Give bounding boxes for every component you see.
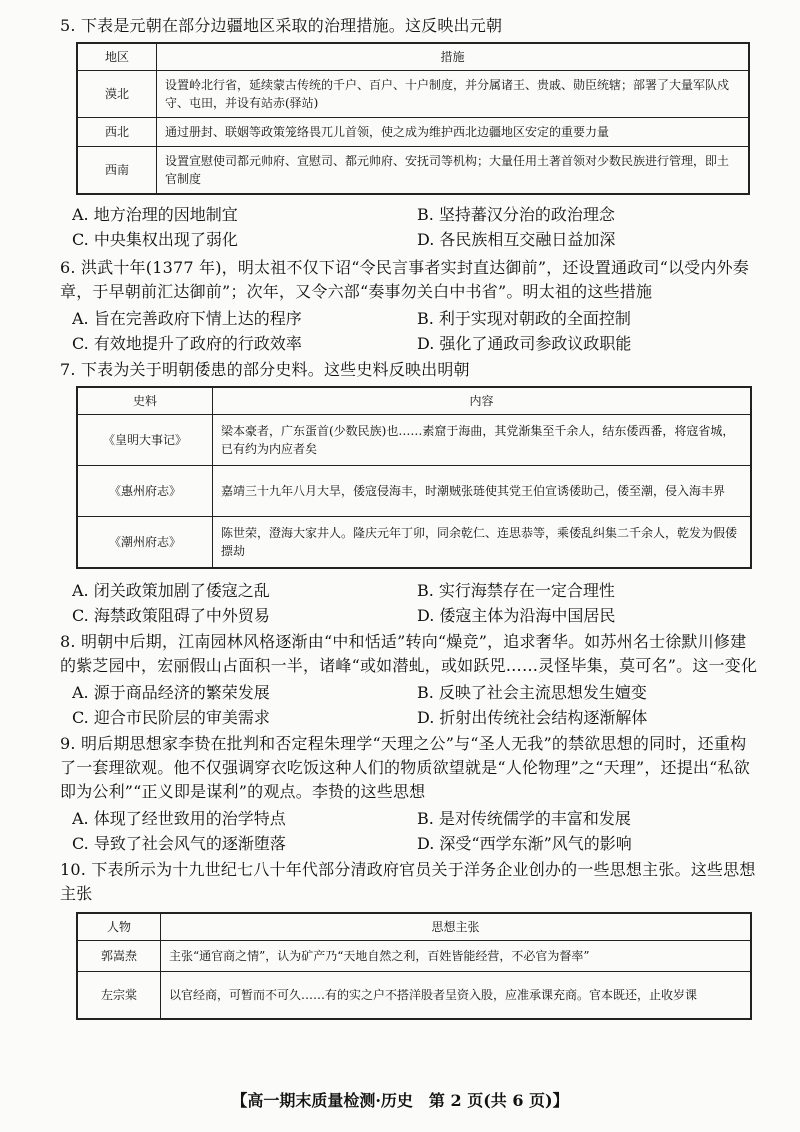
q10-row-2-person: 左宗棠 — [77, 972, 161, 1020]
q5-row-2-measure: 通过册封、联姻等政策笼络畏兀儿首领，使之成为维护西北边疆地区安定的重要力量 — [157, 118, 750, 147]
q7-option-d[interactable]: D. 倭寇主体为沿海中国居民 — [417, 606, 616, 625]
q6-option-a[interactable]: A. 旨在完善政府下情上达的程序 — [72, 309, 302, 328]
question-10 — [60, 858, 760, 906]
question-7 — [60, 358, 760, 382]
q8-option-d[interactable]: D. 折射出传统社会结构逐渐解体 — [417, 708, 648, 727]
q9-option-d[interactable]: D. 深受“西学东渐”风气的影响 — [417, 834, 632, 853]
q7-options — [72, 578, 762, 628]
q5-row-1-region: 漠北 — [77, 71, 157, 118]
q7-row-2-content: 嘉靖三十九年八月大旱，倭寇侵海丰，时潮贼张琏使其党王伯宣诱倭助己，倭至潮，侵入海丰界 — [213, 466, 752, 517]
q5-option-d[interactable]: D. 各民族相互交融日益加深 — [417, 230, 616, 249]
q5-row-3-region: 西南 — [77, 147, 157, 195]
q6-option-b[interactable]: B. 利于实现对朝政的全面控制 — [417, 309, 631, 328]
q10-table-header-view: 思想主张 — [161, 913, 752, 941]
q7-table-header-source: 史料 — [77, 387, 213, 415]
q9-option-b[interactable]: B. 是对传统儒学的丰富和发展 — [417, 809, 631, 828]
q9-option-a[interactable]: A. 体现了经世致用的治学特点 — [72, 809, 286, 828]
q5-option-a[interactable]: A. 地方治理的因地制宜 — [72, 205, 238, 224]
q5-row-1-measure: 设置岭北行省，延续蒙古传统的千户、百户、十户制度，并分属诸王、贵戚、勋臣统辖；部署了大量军队戍守、屯田，并设有站赤(驿站) — [157, 71, 750, 118]
q10-table-header-person: 人物 — [77, 913, 161, 941]
q7-option-b[interactable]: B. 实行海禁存在一定合理性 — [417, 581, 615, 600]
question-5 — [60, 14, 760, 38]
q10-table — [76, 912, 752, 1020]
q9-option-c[interactable]: C. 导致了社会风气的逐渐堕落 — [72, 834, 286, 853]
q5-option-b[interactable]: B. 坚持蕃汉分治的政治理念 — [417, 205, 615, 224]
q7-row-3-source: 《潮州府志》 — [77, 517, 213, 569]
q5-table-header-region: 地区 — [77, 43, 157, 71]
question-9 — [60, 732, 760, 804]
q5-option-c[interactable]: C. 中央集权出现了弱化 — [72, 230, 238, 249]
q10-row-1-view: 主张“通官商之情”，认为矿产乃“天地自然之利，百姓皆能经营，不必官为督率” — [161, 941, 752, 972]
q9-options — [72, 806, 762, 856]
q8-option-c[interactable]: C. 迎合市民阶层的审美需求 — [72, 708, 270, 727]
q8-option-b[interactable]: B. 反映了社会主流思想发生嬗变 — [417, 683, 647, 702]
q5-table-header-measure: 措施 — [157, 43, 750, 71]
q7-option-c[interactable]: C. 海禁政策阻碍了中外贸易 — [72, 606, 270, 625]
question-8 — [60, 630, 760, 678]
question-6-stem: 6. 洪武十年(1377 年)，明太祖不仅下诏“令民言事者实封直达御前”，还设置通政司“以受内外奏章，于早朝前汇达御前”；次年，又令六部“奏事勿关白中书省”。明太祖的这些措施 — [60, 258, 749, 301]
page-footer: 【高一期末质量检测·历史 第 2 页(共 6 页)】 — [231, 1091, 569, 1110]
q10-row-1-person: 郭嵩焘 — [77, 941, 161, 972]
q7-row-2-source: 《惠州府志》 — [77, 466, 213, 517]
q5-row-3-measure: 设置宣慰使司都元帅府、宣慰司、都元帅府、安抚司等机构；大量任用土著首领对少数民族进行管理，即土官制度 — [157, 147, 750, 195]
q10-row-2-view: 以官经商，可暂而不可久……有的实之户不搭洋股者呈资入股，应准承课充商。官本既还，止收岁课 — [161, 972, 752, 1020]
q7-row-1-content: 梁本豪者，广东蛋首(少数民族)也……素窟于海曲，其党渐集至千余人，结东倭西番，将寇省城，已有约为内应者矣 — [213, 415, 752, 466]
question-9-stem: 9. 明后期思想家李贽在批判和否定程朱理学“天理之公”与“圣人无我”的禁欲思想的同时，还重构了一套理欲观。他不仅强调穿衣吃饭这种人们的物质欲望就是“人伦物理”之“天理”，还提出“私欲即为公利”“正义即是谋利”的观点。李贽的这些思想 — [60, 734, 750, 801]
question-8-stem: 8. 明朝中后期，江南园林风格逐渐由“中和恬适”转向“燥竞”，追求奢华。如苏州名士徐默川修建的紫芝园中，宏丽假山占面积一半，诸峰“或如潜虬，或如跃兕……灵怪毕集，莫可名”。这一变化 — [60, 632, 758, 675]
q7-row-1-source: 《皇明大事记》 — [77, 415, 213, 466]
question-5-stem: 5. 下表是元朝在部分边疆地区采取的治理措施。这反映出元朝 — [60, 16, 503, 35]
q6-option-d[interactable]: D. 强化了通政司参政议政职能 — [417, 334, 632, 353]
q5-row-2-region: 西北 — [77, 118, 157, 147]
question-7-stem: 7. 下表为关于明朝倭患的部分史料。这些史料反映出明朝 — [60, 360, 470, 379]
q6-option-c[interactable]: C. 有效地提升了政府的行政效率 — [72, 334, 302, 353]
question-6 — [60, 256, 760, 304]
q7-table — [76, 386, 752, 569]
q6-options — [72, 306, 762, 356]
q8-option-a[interactable]: A. 源于商品经济的繁荣发展 — [72, 683, 270, 702]
q8-options — [72, 680, 762, 730]
q7-table-header-content: 内容 — [213, 387, 752, 415]
q7-option-a[interactable]: A. 闭关政策加剧了倭寇之乱 — [72, 581, 270, 600]
question-10-stem: 10. 下表所示为十九世纪七八十年代部分清政府官员关于洋务企业创办的一些思想主张。这些思想主张 — [60, 860, 756, 903]
q7-row-3-content: 陈世荣，澄海大家井人。隆庆元年丁卯，同余乾仁、连思恭等，乘倭乱纠集二千余人，乾发为假倭摽劫 — [213, 517, 752, 569]
q5-table — [76, 42, 750, 195]
q5-options — [72, 202, 762, 252]
